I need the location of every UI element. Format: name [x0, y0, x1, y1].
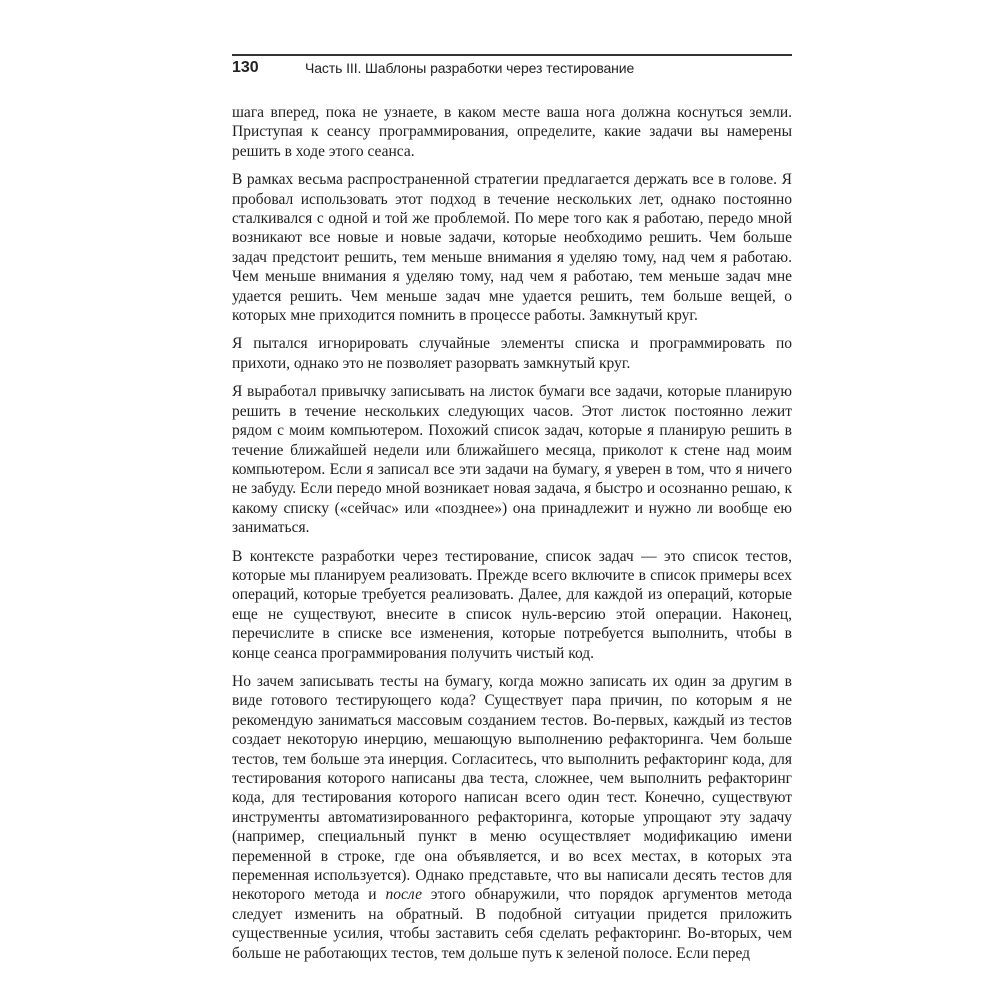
- paragraph: [232, 547, 792, 663]
- page-number: 130: [232, 59, 259, 76]
- paragraph-text: В контексте разработки через тестирование, список задач — это список тестов, которые мы планируем реализовать. Прежде всего включите в список примеры всех операций, которые требуется реализовать. Далее, для каждой из операций, которые еще не существуют, внесите в список нуль-версию этой операции. Наконец, перечислите в списке все изменения, которые потребуется выполнить, чтобы в конце сеанса программирования получить чистый код.: [232, 547, 792, 662]
- running-head: Часть III. Шаблоны разработки через тестирование: [305, 60, 635, 76]
- paragraph-text: Но зачем записывать тесты на бумагу, когда можно записать их один за другим в виде готового тестирующего кода? Существует пара причин, по которым я не рекомендую заниматься массовым созданием тестов. Во-первых, каждый из тестов создает некоторую инерцию, мешающую выполнению рефакторинга. Чем больше тестов, тем больше эта инерция. Согласитесь, что выполнить рефакторинг кода, для тестирования которого написаны два теста, сложнее, чем выполнить рефакторинг кода, для тестирования которого написан всего один тест. Конечно, существуют инструменты автоматизированного рефакторинга, которые упрощают эту задачу (например, специальный пункт в меню осуществляет модификацию имени переменной в строке, где она объявляется, и во всех местах, в которых эта переменная используется). Однако представьте, что вы написали десять тестов для некоторого метода и: [232, 672, 792, 904]
- paragraph-text: этого обнаружили, что порядок аргументов метода следует изменить на обратный. В подобной ситуации придется приложить существенные усилия, чтобы заставить себя сделать рефакторинг. Во-вторых, чем больше не работающих тестов, тем дольше путь к зеленой полосе. Если перед: [232, 886, 792, 962]
- paragraph: [232, 382, 792, 537]
- paragraph: [232, 672, 792, 963]
- page-header: [232, 57, 792, 81]
- header-rule: [232, 54, 792, 56]
- body-text: [232, 103, 792, 963]
- paragraph-text: Я выработал привычку записывать на листок бумаги все задачи, которые планирую решить в течение нескольких следующих часов. Этот листок постоянно лежит рядом с моим компьютером. Похожий список задач, которые я планирую решить в течение ближайшей недели или ближайшего месяца, приколот к стене над моим компьютером. Если я записал все эти задачи на бумагу, я уверен в том, что я ничего не забуду. Если передо мной возникает новая задача, я быстро и осознанно решаю, к какому списку («сейчас» или «позднее») она принадлежит и нужно ли вообще ею заниматься.: [232, 383, 792, 537]
- paragraph: [232, 334, 792, 373]
- paragraph-text: В рамках весьма распространенной стратегии предлагается держать все в голове. Я пробовал использовать этот подход в течение нескольких лет, однако постоянно сталкивался с одной и той же проблемой. По мере того как я работаю, передо мной возникают все новые и новые задачи, которые необходимо решить. Чем больше задач предстоит решить, тем меньше внимания я уделяю тому, над чем я работаю. Чем меньше внимания я уделяю тому, над чем я работаю, тем меньше задач мне удается решить. Чем меньше задач мне удается решить, тем больше вещей, о которых мне приходится помнить в процессе работы. Замкнутый круг.: [232, 171, 792, 325]
- emphasis-text: после: [385, 886, 422, 904]
- paragraph-text: Я пытался игнорировать случайные элементы списка и программировать по прихоти, однако это не позволяет разорвать замкнутый круг.: [232, 335, 792, 372]
- paragraph-text: шага вперед, пока не узнаете, в каком месте ваша нога должна коснуться земли. Приступая к сеансу программирования, определите, какие задачи вы намерены решить в ходе этого сеанса.: [232, 104, 792, 160]
- paragraph: [232, 170, 792, 325]
- paragraph: [232, 103, 792, 161]
